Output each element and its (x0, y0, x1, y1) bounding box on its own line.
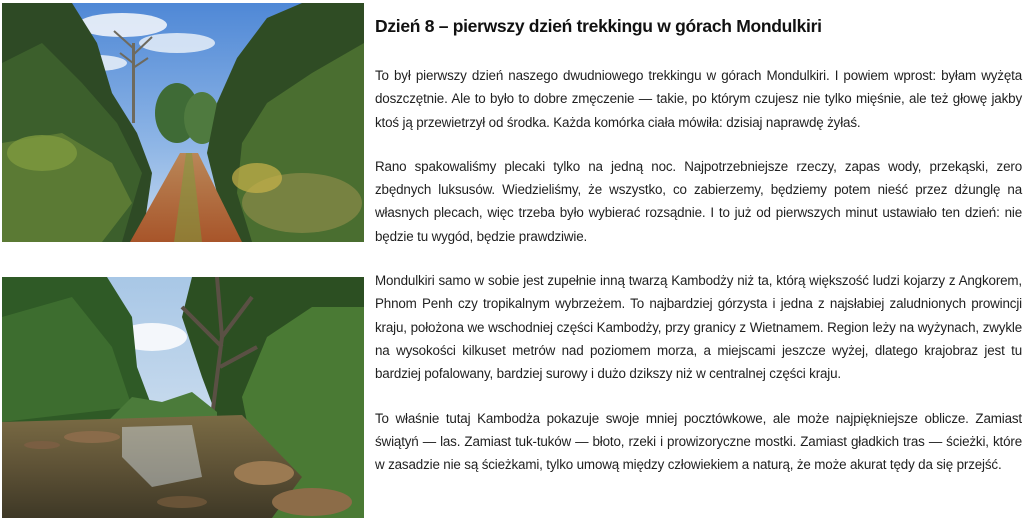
photo-jungle-river (2, 277, 364, 518)
article-title: Dzień 8 – pierwszy dzień trekkingu w górach Mondulkiri (375, 16, 822, 36)
article-paragraph: Rano spakowaliśmy plecaki tylko na jedną noc. Najpotrzebniejsze rzeczy, zapas wody, przekąski, zero zbędnych luksusów. Wiedzieliśmy, że wszystko, co zabierzemy, będziemy potem nieść przez dżunglę na własnych plecach, więc trzeba było wybierać rozsądnie. I to już od pierwszych minut ustawiało ten dzień: nie będzie tu wygód, będzie prawdziwie. (375, 158, 1022, 244)
photo-jungle-dirt-road (2, 3, 364, 242)
article (375, 13, 1022, 497)
jungle-river-image (2, 277, 364, 518)
article-paragraph: To był pierwszy dzień naszego dwudniowego trekkingu w górach Mondulkiri. I powiem wprost: byłam wyżęta doszczętnie. Ale to było to dobre zmęczenie — takie, po którym czujesz nie tylko mięśnie, ale też głowę jakby ktoś ją przewietrzył od środka. Każda komórka ciała mówiła: dzisiaj naprawdę żyłaś. (375, 68, 1022, 130)
article-paragraph: Mondulkiri samo w sobie jest zupełnie inną twarzą Kambodży niż ta, którą większość ludzi kojarzy z Angkorem, Phnom Penh czy tropikalnym wybrzeżem. To najbardziej górzysta i jedna z najsłabiej zaludnionych prowincji kraju, położona we wschodniej części Kambodży, przy granicy z Wietnamem. Region leży na wyżynach, zwykle na wysokości kilkuset metrów nad poziomem morza, a miejscami jeszcze wyżej, dlatego krajobraz jest tu bardziej pofalowany, bardziej surowy i dużo dzikszy niż w centralnej części kraju. (375, 273, 1022, 382)
article-paragraph: To właśnie tutaj Kambodża pokazuje swoje mniej pocztówkowe, ale może najpiękniejsze oblicze. Zamiast świątyń — las. Zamiast tuk-tuków — błoto, rzeki i prowizoryczne mostki. Zamiast gładkich tras — ścieżki, które w zasadzie nie są ścieżkami, tylko umową między człowiekiem a naturą, że może akurat tędy da się przejść. (375, 410, 1022, 473)
jungle-dirt-road-image (2, 3, 364, 242)
